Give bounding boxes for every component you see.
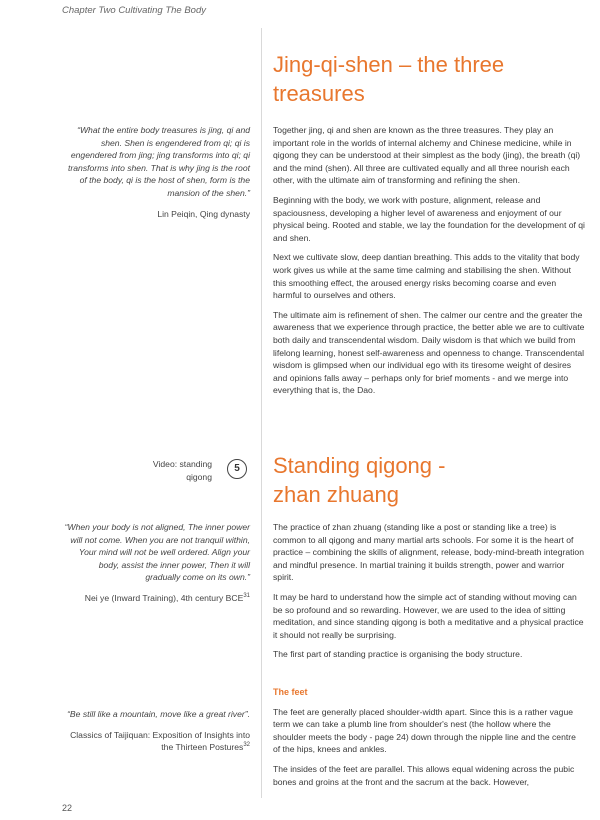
heading-line: treasures <box>273 81 365 106</box>
section-heading-three-treasures <box>273 50 593 108</box>
section-heading-standing-qigong <box>273 451 593 509</box>
footnote-ref: 32 <box>243 742 250 749</box>
quote-attribution <box>62 592 250 605</box>
body-paragraph: Next we cultivate slow, deep dantian breathing. This adds to the vitality that body work gives us while at the same time calming and stabilising the shen. Without this smoothing effect, the aroused energy risks becoming coarse and even harmful to ourselves and others. <box>273 252 580 301</box>
body-paragraph: Beginning with the body, we work with posture, alignment, release and spaciousness, developing a higher level of awareness and enjoyment of our physical being. Rooted and stable, we lay the foundation for the development of qi and shen. <box>273 194 585 243</box>
body-paragraph: The feet are generally placed shoulder-width apart. Since this is a rather vague term we can take a plumb line from shoulder's nest (the hollow where the shoulder meets the body - page 24) down through the nipple line and the centre of the hips, knees and ankles. <box>273 706 576 755</box>
sidebar-quote: “When your body is not aligned, The inner power will not come. When you are not tranquil within, Your mind will not be well ordered. Align your body, assist the inner power, Then it will gradually come on its own.” <box>64 522 250 583</box>
running-header: Chapter Two Cultivating The Body <box>62 5 206 16</box>
sidebar-quote-block <box>62 521 250 605</box>
video-label-line: Video: standing <box>152 459 212 469</box>
heading-line: Standing qigong - <box>273 453 446 478</box>
sidebar-quote: “Be still like a mountain, move like a great river”. <box>67 709 250 719</box>
sidebar-quote-block <box>62 124 250 220</box>
attribution-text: Nei ye (Inward Training), 4th century BCE <box>84 592 244 603</box>
subheading-the-feet: The feet <box>273 687 308 697</box>
quote-attribution: Lin Peiqin, Qing dynasty <box>157 208 250 219</box>
body-paragraph: The ultimate aim is refinement of shen. The calmer our centre and the greater the awareness that we experience through practice, the better able we are to cultivate both daily and transcendental wisdom. Daily wisdom is that which we build from lifelong learning, honest self-awareness and openness to change. Transcendental wisdom is glimpsed when our individual ego with its tiresome weight of desires and opinions falls away – perhaps only for brief moments - and we merge into everything that is, the Dao. <box>273 309 585 396</box>
body-paragraph: The insides of the feet are parallel. This allows equal widening across the pubic bones and groins at the front and the sacrum at the back. However, <box>273 763 575 787</box>
sidebar-quote: “What the entire body treasures is jing, qi and shen. Shen is engendered from qi; qi is engendered from jing; jing transforms into qi; qi transforms into shen. That is why jing is the root of the body, qi is the host of shen, form is the mansion of the shen.” <box>68 125 250 198</box>
body-paragraph: Together jing, qi and shen are known as the three treasures. They play an important role in the worlds of internal alchemy and Chinese medicine, while in qigong they can be understood at their simplest as the body (jing), the breath (qi) and the mind (shen). All three are cultivated equally and all three nourish each other, with the ultimate aim of transforming and refining the shen. <box>273 125 581 186</box>
video-label <box>130 458 212 483</box>
page-number: 22 <box>62 803 73 813</box>
video-label-line: qigong <box>186 471 212 482</box>
section-body <box>273 124 585 404</box>
section-body <box>273 521 585 668</box>
video-number-badge[interactable]: 5 <box>227 459 247 479</box>
heading-line: Jing-qi-shen – the three <box>273 52 505 77</box>
body-paragraph: The first part of standing practice is organising the body structure. <box>273 649 523 660</box>
attribution-text: Classics of Taijiquan: Exposition of Insights into the Thirteen Postures <box>70 729 250 753</box>
section-body <box>273 686 585 795</box>
column-divider <box>261 28 262 798</box>
body-paragraph: The practice of zhan zhuang (standing like a post or standing like a tree) is common to all qigong and many martial arts schools. For some it is the heart of practice – combining the skills of alignment, release, body-mind-breath integration and mindful presence. In martial training it builds strength, power and warrior spirit. <box>273 522 584 583</box>
body-paragraph: It may be hard to understand how the simple act of standing without moving can be so profound and so rewarding. However, we are used to the idea of sitting meditation, and since standing qigong is both a meditative and a physical practice it should not really be surprising. <box>273 591 584 640</box>
footnote-ref: 31 <box>243 593 250 600</box>
sidebar-quote-block <box>62 708 250 754</box>
quote-attribution <box>62 729 250 754</box>
heading-line: zhan zhuang <box>273 482 399 507</box>
